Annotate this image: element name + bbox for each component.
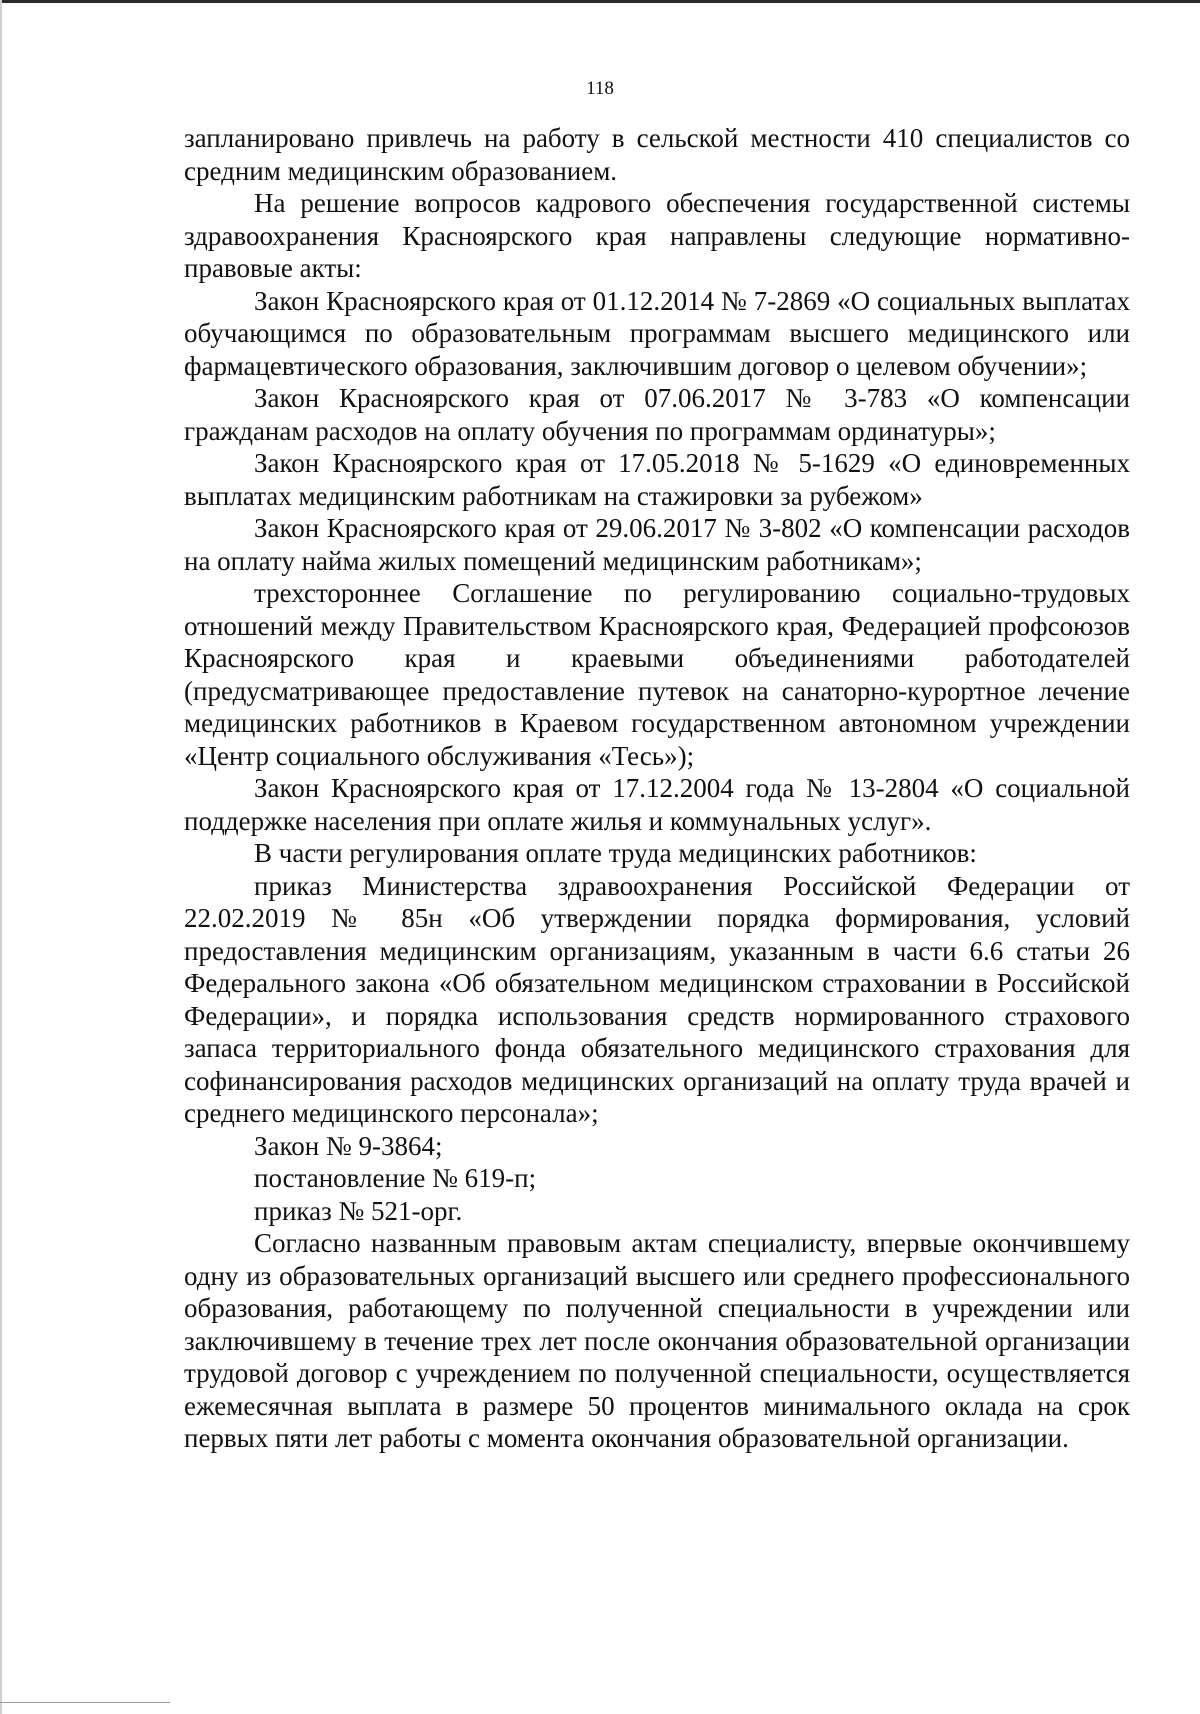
paragraph-law-9-3864: Закон № 9-3864; [254, 1130, 443, 1161]
paragraph-law-7-2869: Закон Красноярского края от 01.12.2014 № 7-2869 «О социальных выплатах обучающимся по образовательным программам высшего медицинского или фармацевтического образования, заключившим договор о целевом обучении»; [184, 285, 1130, 381]
paragraph-monthly-payment: Согласно названным правовым актам специалисту, впервые окончившему одну из образовательных организаций высшего или среднего профессионального образования, работающему по полученной специальности в учреждении или заключившему в течение трех лет после окончания образовательной организации трудовой договор с учреждением по полученной специальности, осуществляется ежемесячная выплата в размере 50 процентов минимального оклада на срок первых пяти лет работы с момента окончания образовательной организации. [184, 1228, 1130, 1453]
paragraph-tripartite-agreement: трехстороннее Соглашение по регулированию социально-трудовых отношений между Правительством Красноярского края, Федерацией профсоюзов Красноярского края и краевыми объединениями работодателей (предусматривающее предоставление путевок на санаторно-курортное лечение медицинских работников в Краевом государственном автономном учреждении «Центр социального обслуживания «Тесь»); [184, 578, 1130, 771]
paragraph-wage-regulation-intro: В части регулирования оплате труда медицинских работников: [254, 838, 977, 868]
paragraph-law-5-1629: Закон Красноярского края от 17.05.2018 № 5-1629 «О единовременных выплатах медицинским работникам на стажировки за рубежом» [184, 448, 1130, 511]
document-body [184, 122, 1130, 1455]
paragraph-law-13-2804: Закон Красноярского края от 17.12.2004 года № 13-2804 «О социальной поддержке населения при оплате жилья и коммунальных услуг». [184, 773, 1130, 836]
page-number: 118 [586, 78, 614, 99]
paragraph-law-3-783: Закон Красноярского края от 07.06.2017 № 3-783 «О компенсации гражданам расходов на оплату обучения по программам ординатуры»; [184, 383, 1130, 446]
paragraph-rural-specialists: запланировано привлечь на работу в сельской местности 410 специалистов со средним медицинским образованием. [184, 123, 1130, 186]
paragraph-staffing-acts-intro: На решение вопросов кадрового обеспечения государственной системы здравоохранения Красноярского края направлены следующие нормативно-правовые акты: [184, 188, 1130, 283]
bottom-scan-edge [0, 1702, 170, 1703]
paragraph-order-521org: приказ № 521-орг. [254, 1195, 463, 1226]
paragraph-order-85n: приказ Министерства здравоохранения Российской Федерации от 22.02.2019 № 85н «Об утверждении порядка формирования, условий предоставления медицинским организациям, указанным в части 6.6 статьи 26 Федерального закона «Об обязательном медицинском страховании в Российской Федерации», и порядка использования средств нормированного страхового запаса территориального фонда обязательного медицинского страхования для софинансирования расходов медицинских организаций на оплату труда врачей и среднего медицинского персонала»; [184, 870, 1130, 1128]
top-scan-edge [0, 0, 1200, 3]
left-scan-edge [0, 0, 2, 1714]
paragraph-law-3-802: Закон Красноярского края от 29.06.2017 № 3-802 «О компенсации расходов на оплату найма жилых помещений медицинским работникам»; [184, 513, 1130, 576]
paragraph-resolution-619p: постановление № 619-п; [254, 1163, 537, 1193]
